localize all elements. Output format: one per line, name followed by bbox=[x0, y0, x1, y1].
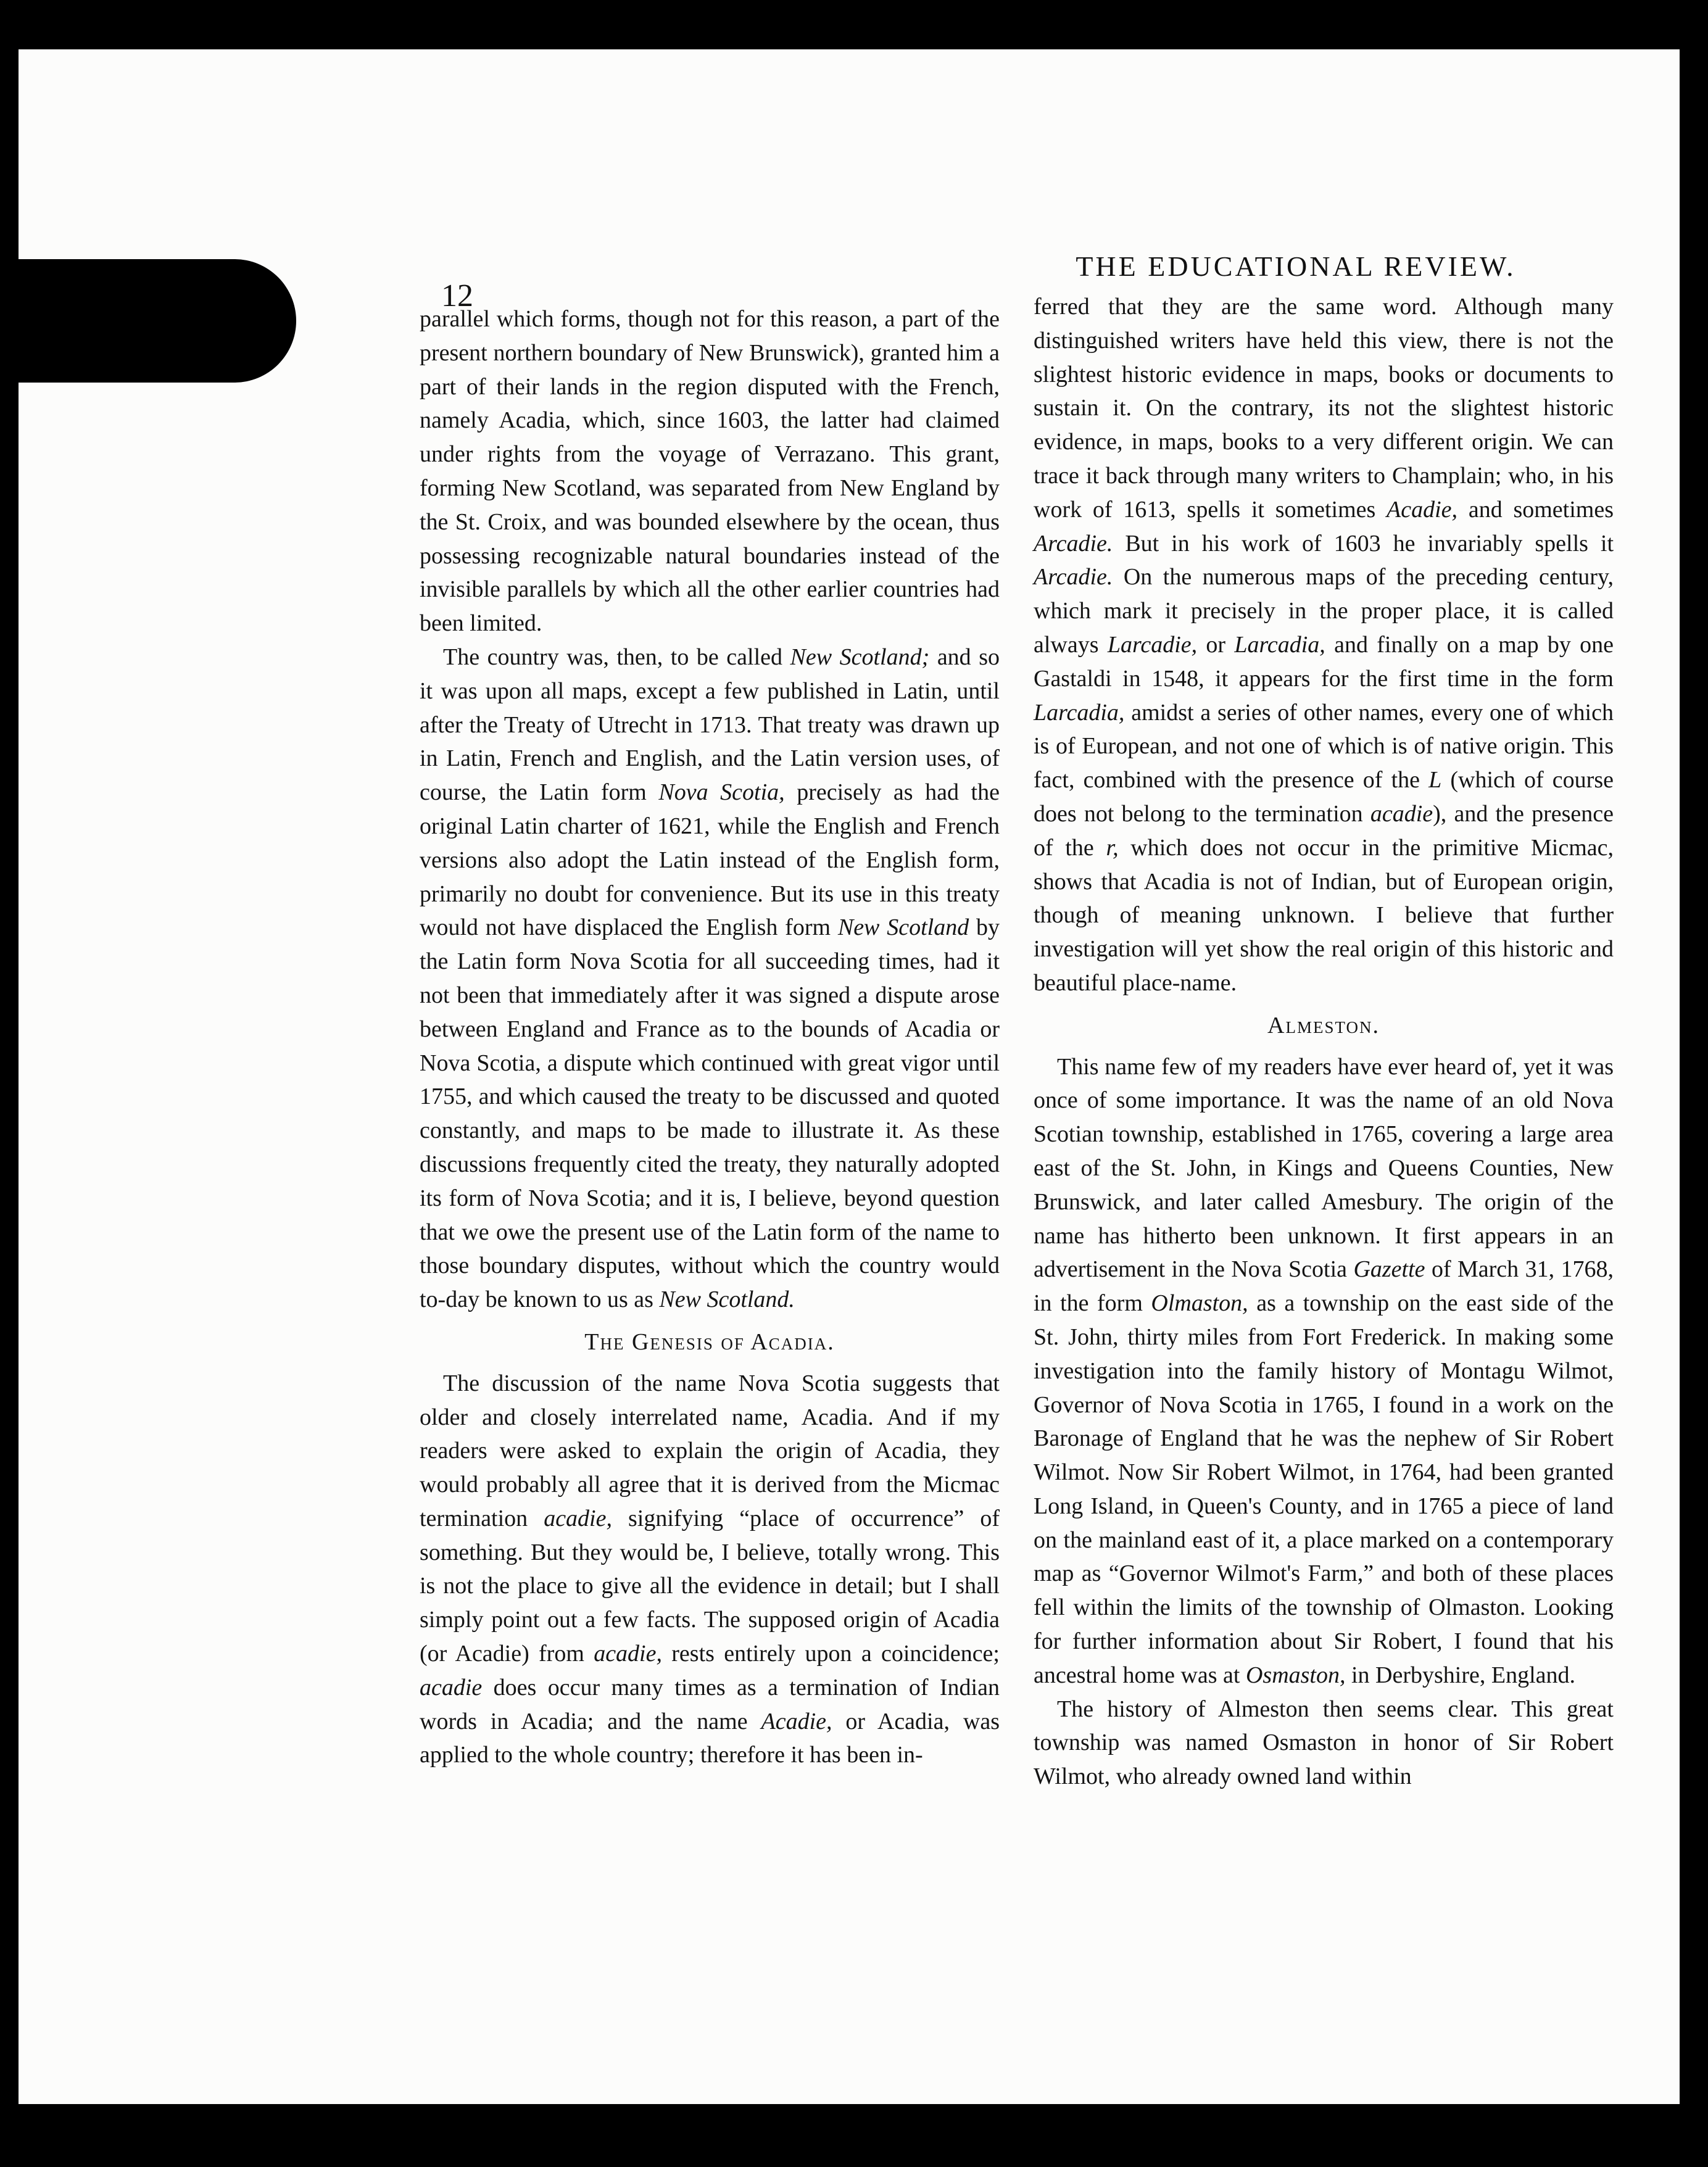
paragraph-acadia-continued: ferred that they are the same word. Although many distinguished writers have held this view, there is not the slightest historic evidence in maps, books or documents to sustain it. On the contrary, its not the slightest historic evidence, in maps, books to a very different origin. We can trace it back through many writers to Champlain; who, in his work of 1613, spells it sometimes Acadie, and sometimes Arcadie. But in his work of 1603 he invariably spells it Arcadie. On the numerous maps of the preceding century, which mark it precisely in the proper place, it is called always Larcadie, or Larcadia, and finally on a map by one Gastaldi in 1548, it appears for the first time in the form Larcadia, amidst a series of other names, every one of which is of European, and not one of which is of native origin. This fact, combined with the presence of the L (which of course does not belong to the termination acadie), and the presence of the r, which does not occur in the primitive Micmac, shows that Acadia is not of Indian, but of European origin, though of meaning unknown. I believe that further investigation will yet show the real origin of this historic and beautiful place-name. bbox=[1034, 294, 1614, 996]
scanned-page bbox=[19, 49, 1691, 2104]
paragraph-almeston-history: The history of Almeston then seems clear. This great township was named Osmaston in honor of Sir Robert Wilmot, who already owned land within bbox=[1034, 1696, 1614, 1790]
binder-tab bbox=[19, 259, 296, 383]
right-column bbox=[1034, 290, 1614, 1794]
page-header bbox=[413, 201, 1666, 313]
paragraph-almeston: This name few of my readers have ever heard of, yet it was once of some importance. It was the name of an old Nova Scotian township, established in 1765, covering a large area east of the St. John, in Kings and Queens Counties, New Brunswick, and later called Amesbury. The origin of the name has hitherto been unknown. It first appears in an advertisement in the Nova Scotia Gazette of March 31, 1768, in the form Olmaston, as a township on the east side of the St. John, thirty miles from Fort Frederick. In making some investigation into the family history of Montagu Wilmot, Governor of Nova Scotia in 1765, I found in a work on the Baronage of England that he was the nephew of Sir Robert Wilmot. Now Sir Robert Wilmot, in 1764, had been granted Long Island, in Queen's County, and in 1765 a piece of land on the mainland east of it, a place marked on a contemporary map as “Governor Wilmot's Farm,” and both of these places fell within the limits of the township of Olmaston. Looking for further information about Sir Robert, I found that his ancestral home was at Osmaston, in Derbyshire, England. bbox=[1034, 1053, 1614, 1688]
scan-edge bbox=[1680, 49, 1691, 2104]
paragraph-continued: parallel which forms, though not for this reason, a part of the present northern boundary of New Brunswick), granted him a part of their lands in the region disputed with the French, namely Acadia, which, since 1603, the latter had claimed under rights from the voyage of Verrazano. This grant, forming New Scotland, was separated from New England by the St. Croix, and was bounded elsewhere by the ocean, thus possessing recognizable natural boundaries instead of the invisible parallels by which all the other earlier countries had been limited. bbox=[420, 306, 1000, 637]
page-number: 12 bbox=[441, 278, 473, 313]
section-heading-genesis-of-acadia: The Genesis of Acadia. bbox=[584, 1328, 835, 1355]
running-title: THE EDUCATIONAL REVIEW. bbox=[1076, 251, 1516, 282]
section-heading-almeston: Almeston. bbox=[1267, 1012, 1380, 1038]
left-column bbox=[420, 302, 1000, 1772]
paragraph-acadia: The discussion of the name Nova Scotia suggests that older and closely interrelated name, Acadia. And if my readers were asked to explain the origin of Acadia, they would probably all agree that it is derived from the Micmac termination acadie, signifying “place of occurrence” of something. But they would be, I believe, totally wrong. This is not the place to give all the evidence in detail; but I shall simply point out a few facts. The supposed origin of Acadia (or Acadie) from acadie, rests entirely upon a coincidence; acadie does occur many times as a termination of Indian words in Acadia; and the name Acadie, or Acadia, was applied to the whole country; therefore it has been in- bbox=[420, 1370, 1000, 1768]
paragraph-new-scotland: The country was, then, to be called New Scotland; and so it was upon all maps, except a few published in Latin, until after the Treaty of Utrecht in 1713. That treaty was drawn up in Latin, French and English, and the Latin version uses, of course, the Latin form Nova Scotia, precisely as had the original Latin charter of 1621, while the English and French versions also adopt the Latin instead of the English form, primarily no doubt for convenience. But its use in this treaty would not have displaced the English form New Scotland by the Latin form Nova Scotia for all succeeding times, had it not been that immediately after it was signed a dispute arose between England and France as to the bounds of Acadia or Nova Scotia, a dispute which continued with great vigor until 1755, and which caused the treaty to be discussed and quoted constantly, and maps to be made to illustrate it. As these discussions frequently cited the treaty, they naturally adopted its form of Nova Scotia; and it is, I believe, beyond question that we owe the present use of the Latin form of the name to those boundary disputes, without which the country would to-day be known to us as New Scotland. bbox=[420, 644, 1000, 1313]
